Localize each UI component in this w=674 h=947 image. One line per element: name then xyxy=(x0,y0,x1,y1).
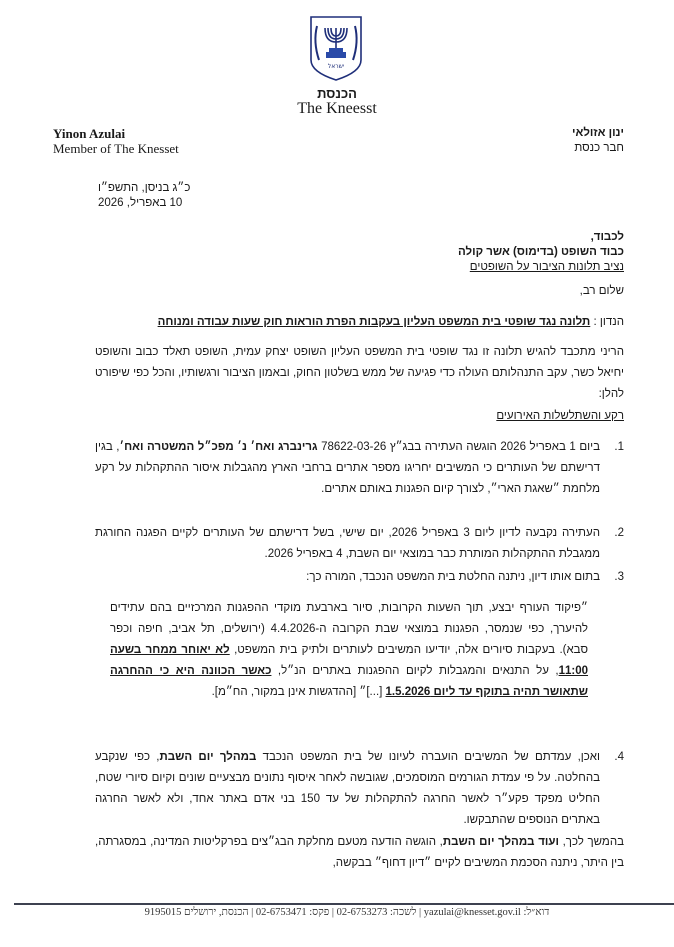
quote-text: ״פיקוד העורף יבצע, תוך השעות הקרובות, סיור בארבעת מוקדי ההפגנות המרכזיים בהם עתידים להיערך, כפי שנמסר, הפגנות במוצאי שבת הקרובה ה-4.4.2026 (ירושלים, תל אביב, חיפה וכפר סבא). בעקבות סיורים אלה, יודיעו המשיבים לעותרים ולתיק בית המשפט, xyxy=(110,602,588,656)
office-label: לשכה: xyxy=(389,907,417,918)
addressee-role: נציב תלונות הציבור על השופטים xyxy=(469,261,624,273)
sender-english xyxy=(53,126,179,156)
item-number: 4. xyxy=(614,751,624,763)
addressee-to: לכבוד, xyxy=(590,231,624,243)
continuation-bold-text: ועוד במהלך יום השבת xyxy=(442,836,559,848)
quote-text: [...]״ [ההדגשות אינן במקור, הח״מ]. xyxy=(211,686,386,698)
sender-title-en: Member of The Knesset xyxy=(53,141,179,156)
subject-text: תלונה נגד שופטי בית המשפט העליון בעקבות הפרת הוראות חוק שעות עבודה ומנוחה xyxy=(157,316,591,328)
item-number: 3. xyxy=(614,571,624,583)
continuation-paragraph xyxy=(95,832,624,874)
list-item xyxy=(95,523,624,565)
hebrew-date: כ״ג בניסן, התשפ״ו xyxy=(98,182,191,194)
item-text: העתירה נקבעה לדיון ליום 3 באפריל 2026, יום שישי, בשל דרישתם של העותרים לקיים הפגנה החורגת ממגבלת ההתקהלות המותרת כבר במוצאי יום השבת, 4 באפריל 2026. xyxy=(95,527,600,560)
addressee-name: כבוד השופט (בדימוס) אשר קולה xyxy=(458,246,624,258)
list-item xyxy=(95,567,624,588)
fax-label: פקס: xyxy=(309,907,330,918)
continuation-text: , הוגשה הודעה מטעם מחלקת הבג״צים בפרקליטות המדינה, במסגרתה, בין היתר, ניתנה הסכמת המשיבים לקיים ״דיון דחוף״ בבקשה, xyxy=(95,836,624,869)
continuation-text: בהמשך לכך, xyxy=(558,836,624,848)
quote-text: , על התנאים והמגבלות לקיום ההפגנות באתרים הנ״ל, xyxy=(271,665,559,677)
item-text: , בגין דרישתם של העותרים כי המשיבים יחריגו מספר אתרים ברחבי הארץ מהגבלות איסור ההתקהלות על רקע מלחמת ״שאגת הארי״, לצורך קיום הפגנות באותם אתרים. xyxy=(95,441,600,495)
footer-contact: דוא״ל: yazulai@knesset.gov.il | לשכה: 02-6753273 | פקס: 02-6753471 | הכנסת, ירושלים 9195015 xyxy=(144,907,550,918)
gregorian-date: 10 באפריל, 2026 xyxy=(98,197,183,209)
state-emblem-menorah-icon xyxy=(307,14,365,82)
greeting: שלום רב, xyxy=(579,285,624,297)
item-bold-text: גרינברג ואח׳ נ׳ מפכ״ל המשטרה ואח׳ xyxy=(119,441,318,453)
numbered-list xyxy=(95,567,624,588)
sender-hebrew xyxy=(572,126,624,156)
item-text: , כפי שנקבע בהחלטה. על פי עמדת הגורמים המוסמכים, שגובשה לאחר איסוף נתונים מבצעיים שונים וקיום סיורי שטח, החליט מפקד פקע״ר לאשר החרגה להתקהלות של עד 150 בני אדם באתר אחד, ולא לאשר החרגה באתרים הנוספים שהתבקשו. xyxy=(95,751,600,826)
numbered-list xyxy=(95,523,624,565)
item-text: בתום אותו דיון, ניתנה החלטת בית המשפט הנכבד, המורה כך: xyxy=(306,571,600,583)
item-number: 1. xyxy=(614,441,624,453)
footer-divider xyxy=(14,903,674,905)
numbered-list xyxy=(95,747,624,831)
office-phone: 02-6753273 xyxy=(336,907,388,918)
section-heading: רקע והשתלשלות האירועים xyxy=(496,410,624,422)
item-number: 2. xyxy=(614,527,624,539)
emblem-text: ישראל xyxy=(327,63,345,70)
email-link[interactable]: yazulai@knesset.gov.il xyxy=(423,907,521,918)
postal-address: הכנסת, ירושלים 9195015 xyxy=(144,907,249,918)
item-text: ואכן, עמדתם של המשיבים הועברה לעיונו של בית המשפט הנכבד xyxy=(256,751,601,763)
sender-title-he: חבר כנסת xyxy=(574,142,624,154)
sender-name-he: ינון אזולאי xyxy=(572,127,624,139)
org-name-english: The Kneesst xyxy=(297,100,377,117)
intro-paragraph: הריני מתכבד להגיש תלונה זו נגד שופטי בית המשפט העליון השופט יצחק עמית, השופט תאלד כבוב והשופט יחיאל כשר, עקב התנהלותם העולה כדי פגיעה של ממש בשלטון החוק, ובאמון הציבור ורגשותיו, והכל כפי שיפורט להלן: xyxy=(95,346,624,400)
quote-emphasis: לא יאוחר ממחר בשעה 11:00 xyxy=(110,644,589,677)
addressee xyxy=(458,230,624,275)
fax-number: 02-6753471 xyxy=(255,907,307,918)
item-bold-text: במהלך יום השבת xyxy=(159,751,257,763)
subject-line xyxy=(158,316,624,328)
email-label: דוא״ל: xyxy=(523,907,550,918)
subject-label: הנדון : xyxy=(593,316,624,328)
list-item xyxy=(95,437,624,500)
sender-name-en: Yinon Azulai xyxy=(53,126,126,141)
list-item xyxy=(95,747,624,831)
quote-emphasis: כאשר הכוונה היא כי ההחרגה שתאושר תהיה בתוקף עד ליום 1.5.2026 xyxy=(110,665,588,698)
letter-dates xyxy=(98,181,190,211)
org-name-hebrew: הכנסת xyxy=(317,86,357,101)
item-text: ביום 1 באפריל 2026 הוגשה העתירה בבג״ץ 78622-03-26 xyxy=(317,441,601,453)
numbered-list xyxy=(95,437,624,500)
court-decision-quote xyxy=(110,598,588,703)
